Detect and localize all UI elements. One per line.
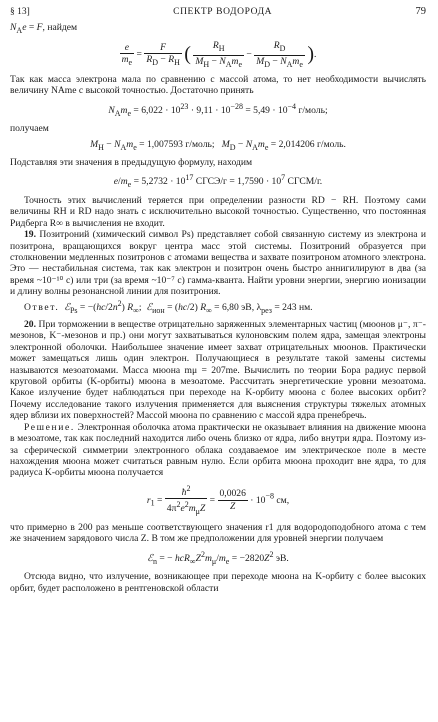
problem-20	[10, 319, 426, 422]
text-line-1: $N_Ae = F$, найдем	[10, 22, 78, 35]
running-header	[10, 0, 426, 22]
equation-6: ℰ$_n$ = − $hcR_\infty Z^2m_\mu/m_e = -2820Z^2$ эВ.	[147, 549, 289, 566]
section-ref: § 13]	[10, 7, 30, 17]
equation-3: $M_H - N_Am_e = 1,007593$ г/моль; $M_D - N_Am_e = 2,014206$ г/моль.	[90, 138, 346, 152]
problem-19-text: Позитроний (химический символ Ps) представляет собой связанную систему из электрона и позитрона, вращающихся вокруг центра масс этой системы. Позитроний образуется при столкновении медленных позитронов с атомами вещества и захвате позитроном атомного электрона. Это — нестабильная система, так как электрон и позитрон очень быстро аннигилируют в два (за время ~10⁻¹⁰ с) или три (за время ~10⁻⁷ с) гамма-кванта. Найти уровни энергии, энергию ионизации и длину волны резонансной линии для позитрония.	[10, 229, 426, 298]
equation-2: $N_Am_e = 6,022 \cdot 10^{23} \cdot 9,11 \cdot 10^{-28} = 5,49 \cdot 10^{-4}$ г/моль;	[108, 101, 328, 118]
solution-20	[10, 422, 426, 479]
solution-text: Электронная оболочка атома практически не оказывает влияния на движение мюона в мезоатоме, так как последний находится либо очень близко от ядра, либо внутри ядра. Поэтому из-за сферической симметрии электронного облака создаваемое им электрическое поле в месте нахождения мюона может считаться равным нулю. Если орбита мюона проходит вне ядра, то для радиуса K-орбиты мюона получается	[10, 421, 426, 479]
problem-20-text: При торможении в веществе отрицательно заряженных элементарных частиц (мюонов μ⁻, π⁻-мезонов, K⁻-мезонов и пр.) они могут захватываться кулоновским полем ядра, замещая электроны электронной оболочки. Наибольшее значение имеет захват отрицательных мюонов. Практически может замещаться лишь один электрон. Получающиеся в результате такой замены системы называются мезоатомами. Масса мюона mμ = 207me. Вычислить по теории Бора радиус первой круговой орбиты (K-орбиты) мюона в мезоатоме. Рассчитать энергетические уровни мезоатома. Какое излучение будет наблюдаться при переходе на K-орбиту мюона с более высоких орбит? Почему исследование такого излучения применяется для выяснения структуры тяжелых атомных ядер вблизи их поверхностей? Массой мюона по сравнению с массой ядра пренебречь.	[10, 319, 426, 422]
paragraph-comparison: что примерно в 200 раз меньше соответствующего значения r1 для водородоподобного атома с тем же значением зарядового числа Z. В том же предположении для уровней энергии получаем	[10, 521, 426, 545]
answer-19: Ответ. ℰ$_{Ps}$ = $-(hc/2n^2)$ $R_\infty$; ℰ$_{ион}$ = (hc/2) $R_\infty = 6,80$ эВ, $\lambda_{рез} = 243$ нм.	[24, 298, 313, 315]
chapter-title: СПЕКТР ВОДОРОДА	[173, 7, 273, 17]
equation-4: $e/m_e = 5,2732 \cdot 10^{17}$ СГСЭ/г = $1,7590 \cdot 10^7$ СГСМ/г.	[113, 173, 323, 190]
paragraph-precision: Так как масса электрона мала по сравнению с массой атома, то нет необходимости вычислять величину NAme с высокой точностью. Достаточно принять	[10, 73, 426, 97]
text-line-2: получаем	[10, 123, 49, 135]
text-line-3: Подставляя эти значения в предыдущую формулу, находим	[10, 156, 253, 168]
problem-19	[10, 229, 426, 297]
problem-20-number: 20.	[24, 319, 36, 331]
problem-19-number: 19.	[24, 229, 36, 241]
equation-1: $\frac{e}{m_e}$ = $\frac{F}{R_D - R_H}$ ( $\frac{R_H}{M_H - N_Am_e}$ − $\frac{R_D}{M_D - N_Am_e}$ ).	[121, 40, 317, 69]
answer-label: Ответ.	[24, 301, 60, 313]
solution-label: Решение.	[24, 421, 75, 433]
paragraph-accuracy: Точность этих вычислений теряется при определении разности RD − RH. Поэтому сами величины RH и RD надо знать с исключительно высокой точностью. Существенно, что постоянная Ридберга R∞ в вычисления не входит.	[10, 194, 426, 229]
equation-5: $r_1$ = $\frac{ħ^2}{4\pi^2e^2m_\mu Z}$ = $\frac{0,0026}{Z}$ · $10^{-8}$ см,	[146, 483, 290, 517]
page-number: 79	[415, 6, 426, 17]
paragraph-conclusion: Отсюда видно, что излучение, возникающее при переходе мюона на K-орбиту с более высоких орбит, будет расположено в рентгеновской области	[10, 571, 426, 594]
